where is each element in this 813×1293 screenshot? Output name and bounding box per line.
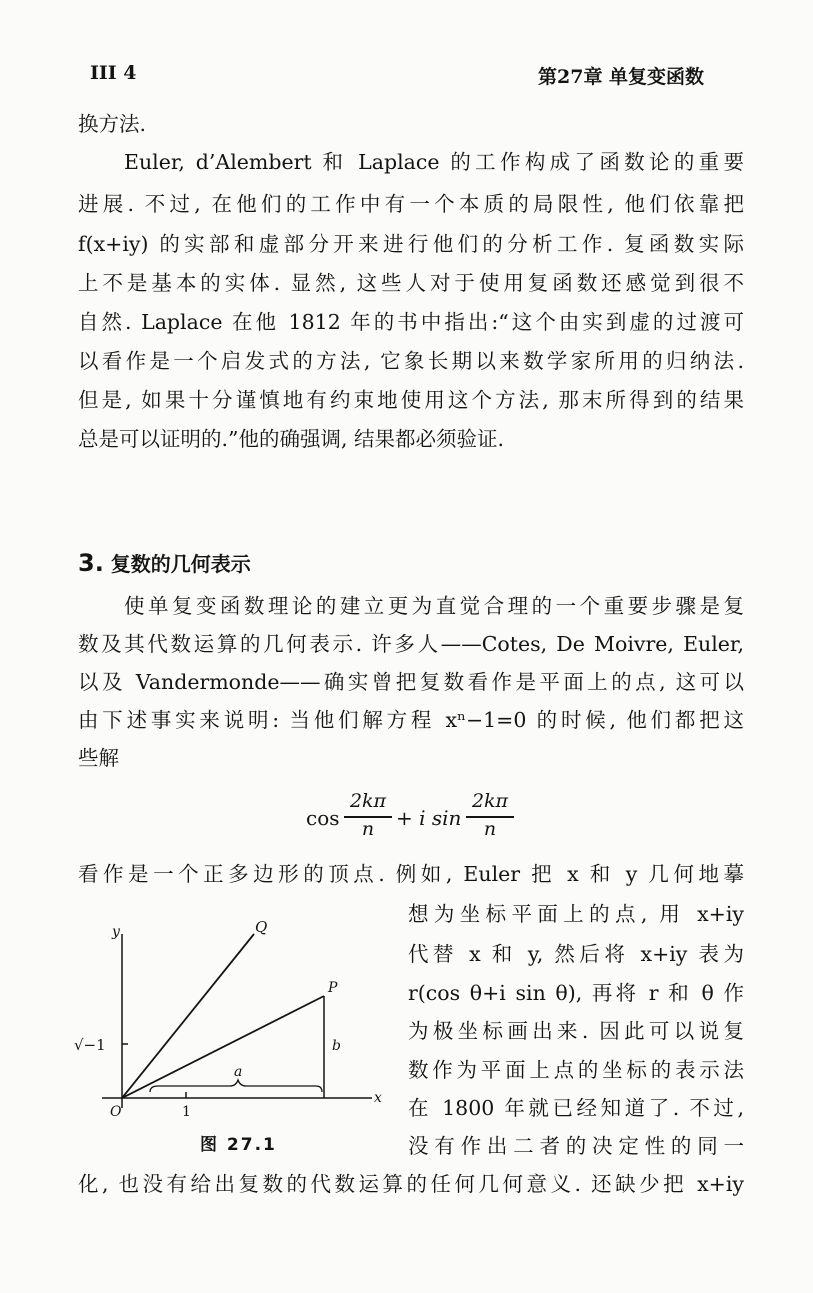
eq-fraction-2 [466, 790, 514, 840]
label-sqrt-neg1: √−1 [74, 1036, 106, 1054]
text-line: 数作为平面上点的坐标的表示法 [408, 1058, 744, 1082]
eq-den-1: n [361, 817, 375, 840]
text-line: 自然. Laplace 在他 1812 年的书中指出:“这个由实到虚的过渡可 [78, 310, 744, 334]
label-y: y [112, 924, 120, 940]
text-line: 以看作是一个启发式的方法, 它象长期以来数学家所用的归纳法. [78, 349, 744, 373]
label-one: 1 [182, 1104, 191, 1120]
text-line: 进展. 不过, 在他们的工作中有一个本质的局限性, 他们依靠把 [78, 192, 744, 216]
text-line: 由下述事实来说明: 当他们解方程 xⁿ−1=0 的时候, 他们都把这 [78, 708, 744, 732]
page-number: III 4 [90, 62, 137, 84]
text-line: 化, 也没有给出复数的代数运算的任何几何意义. 还缺少把 x+iy [78, 1172, 744, 1196]
text-line: 为极坐标画出来. 因此可以说复 [408, 1019, 744, 1043]
text-line: 代替 x 和 y, 然后将 x+iy 表为 [408, 942, 744, 966]
text-line: 想为坐标平面上的点, 用 x+iy [408, 902, 744, 926]
text-line: 上不是基本的实体. 显然, 这些人对于使用复函数还感觉到很不 [78, 271, 744, 295]
eq-fraction-1 [344, 790, 392, 840]
text-line: f(x+iy) 的实部和虚部分开来进行他们的分析工作. 复函数实际 [78, 232, 744, 256]
section-title: 复数的几何表示 [110, 552, 251, 576]
section-number: 3. [78, 549, 104, 577]
eq-num-2: 2kπ [471, 790, 509, 812]
text-line: 看作是一个正多边形的顶点. 例如, Euler 把 x 和 y 几何地摹 [78, 862, 744, 886]
text-line: Euler, d’Alembert 和 Laplace 的工作构成了函数论的重要 [124, 150, 744, 174]
equation [300, 790, 540, 850]
eq-num-1: 2kπ [349, 790, 387, 812]
eq-plus-isin: + i sin [396, 806, 462, 830]
ray-op [122, 996, 324, 1098]
text-line: 数及其代数运算的几何表示. 许多人——Cotes, De Moivre, Euler, [78, 632, 744, 656]
text-line: 使单复变函数理论的建立更为直觉合理的一个重要步骤是复 [124, 594, 744, 618]
text-line: 总是可以证明的.”他的确强调, 结果都必须验证. [78, 427, 505, 451]
text-line: 在 1800 年就已经知道了. 不过, [408, 1096, 744, 1120]
label-a: a [234, 1064, 243, 1080]
chapter-title: 第27章 单复变函数 [538, 66, 705, 88]
label-q: Q [255, 918, 268, 936]
figure-caption: 图 27.1 [200, 1135, 277, 1155]
text-line: 但是, 如果十分谨慎地有约束地使用这个方法, 那末所得到的结果 [78, 388, 744, 412]
label-b: b [332, 1038, 341, 1054]
text-line: 换方法. [78, 112, 147, 136]
label-x: x [374, 1090, 382, 1106]
text-line: 没有作出二者的决定性的同一 [408, 1134, 744, 1158]
brace-a [150, 1080, 322, 1092]
text-line: r(cos θ+i sin θ), 再将 r 和 θ 作 [408, 981, 744, 1005]
section-heading [78, 548, 251, 577]
label-p: P [328, 980, 338, 996]
eq-cos: cos [306, 806, 340, 830]
text-line: 以及 Vandermonde——确实曾把复数看作是平面上的点, 这可以 [78, 670, 744, 694]
eq-den-2: n [483, 817, 497, 840]
label-origin: O [110, 1104, 122, 1120]
text-line: 些解 [78, 746, 119, 770]
